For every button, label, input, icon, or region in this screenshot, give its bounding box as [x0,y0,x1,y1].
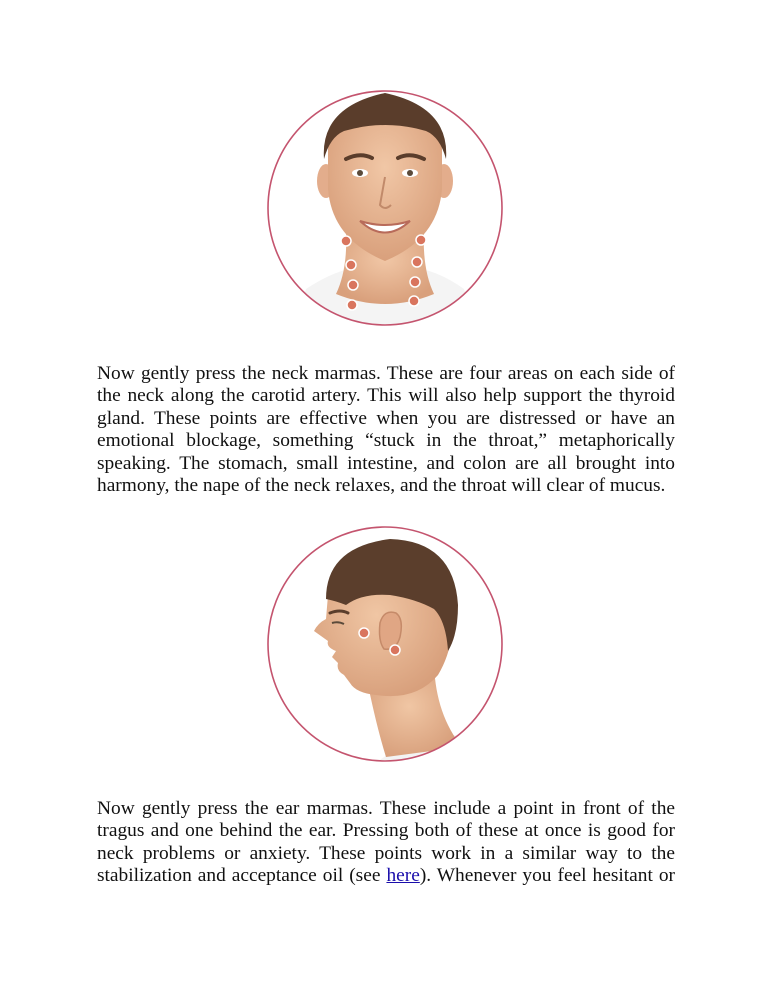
side-profile-ear-marmas-image [266,525,504,763]
ear-marmas-paragraph [97,798,675,888]
front-face-neck-marmas-image [266,89,504,327]
here-link[interactable]: here [386,865,420,887]
ear-marmas-text-start: Now gently press the ear marmas. These include a point in front of the tragus and one behind the ear. Pressing both of these at once is good for neck problems or anxiety. These points work in a similar way to the stabilization and acceptance oil (see [97,798,675,887]
neck-marmas-paragraph: Now gently press the neck marmas. These are four areas on each side of the neck along the carotid artery. This will also help support the thyroid gland. These points are effective when you are distressed or have an emotional blockage, something “stuck in the throat,” metaphorically speaking. The stomach, small intestine, and colon are all brought into harmony, the nape of the neck relaxes, and the throat will clear of mucus. [97,363,675,497]
ear-marmas-text-end: ). Whenever you feel hesitant or [419,865,675,887]
